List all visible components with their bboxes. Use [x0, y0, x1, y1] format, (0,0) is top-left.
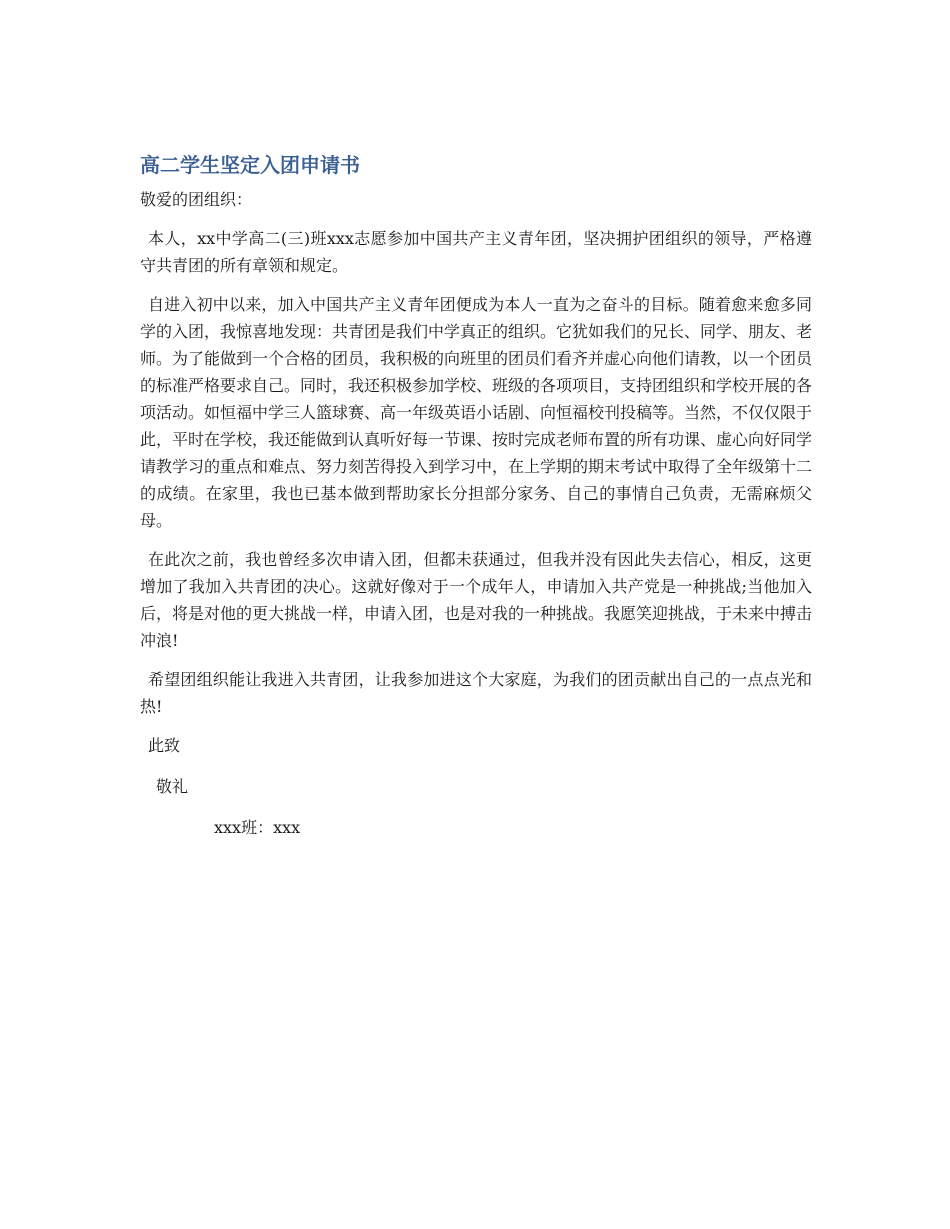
closing-ci-zhi: 此致: [148, 736, 181, 755]
salutation: 敬爱的团组织：: [140, 190, 253, 209]
paragraph-1: 本人，xx中学高二(三)班xxx志愿参加中国共产主义青年团，坚决拥护团组织的领导，严格遵守共青团的所有章领和规定。: [140, 229, 812, 275]
paragraph-3: 在此次之前，我也曾经多次申请入团，但都未获通过，但我并没有因此失去信心，相反，这更增加了我加入共青团的决心。这就好像对于一个成年人，申请加入共产党是一种挑战;当他加入后，将是对他的更大挑战一样，申请入团，也是对我的一种挑战。我愿笑迎挑战，于未来中搏击冲浪!: [140, 550, 813, 650]
closing-jing-li: 敬礼: [156, 777, 189, 796]
paragraph-2: 自进入初中以来，加入中国共产主义青年团便成为本人一直为之奋斗的目标。随着愈来愈多同学的入团，我惊喜地发现：共青团是我们中学真正的组织。它犹如我们的兄长、同学、朋友、老师。为了能做到一个合格的团员，我积极的向班里的团员们看齐并虚心向他们请教，以一个团员的标准严格要求自己。同时，我还积极参加学校、班级的各项项目，支持团组织和学校开展的各项活动。如恒福中学三人篮球赛、高一年级英语小话剧、向恒福校刊投稿等。当然，不仅仅限于此，平时在学校，我还能做到认真听好每一节课、按时完成老师布置的所有功课、虚心向好同学请教学习的重点和难点、努力刻苦得投入到学习中，在上学期的期末考试中取得了全年级第十二的成绩。在家里，我也已基本做到帮助家长分担部分家务、自己的事情自己负责，无需麻烦父母。: [140, 295, 813, 530]
signature: xxx班：xxx: [214, 818, 301, 837]
paragraph-4: 希望团组织能让我进入共青团，让我参加进这个大家庭，为我们的团贡献出自己的一点点光和热!: [140, 670, 812, 716]
document-page: [140, 150, 812, 841]
document-title: 高二学生坚定入团申请书: [140, 153, 360, 177]
